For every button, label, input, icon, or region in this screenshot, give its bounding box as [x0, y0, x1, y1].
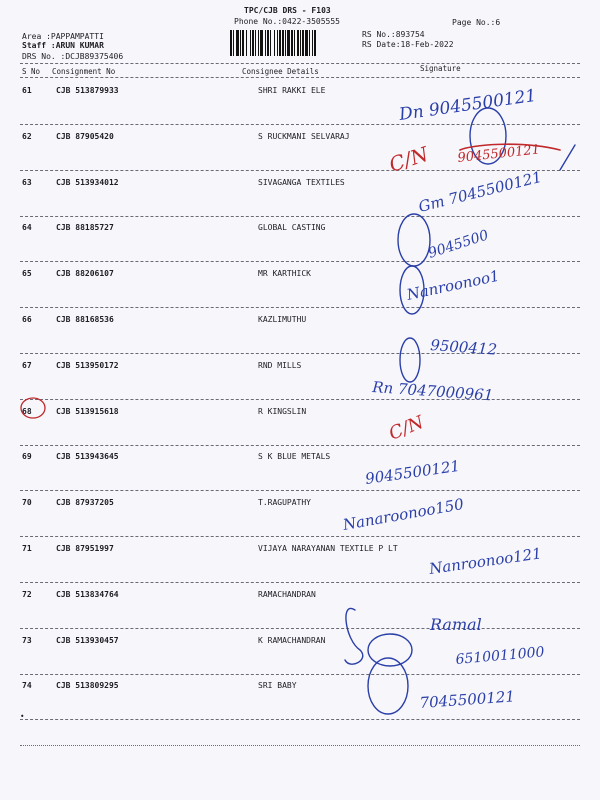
signature-stroke: [560, 145, 575, 170]
row-consignee: S RUCKMANI SELVARAJ: [258, 131, 350, 141]
handwriting-text: C/N: [386, 141, 432, 177]
handwriting-text: Nanaroonoo150: [341, 494, 466, 534]
footer-divider: [20, 745, 580, 746]
row-consignment-no: CJB 513930457: [56, 635, 119, 645]
row-sno: 73: [22, 635, 32, 645]
handwritten-notes: [341, 86, 546, 712]
handwriting-text: Dn 9045500121: [397, 85, 538, 125]
handwriting-text: 9045500121: [456, 142, 541, 166]
row-consignment-no: CJB 88206107: [56, 269, 114, 279]
row-consignee: RAMACHANDRAN: [258, 589, 316, 599]
row-consignee: SHRI RAKKI ELE: [258, 86, 326, 95]
col-consignee: Consignee Details: [242, 67, 319, 76]
row-consignment-no: CJB 87905420: [56, 131, 114, 141]
rs-number: RS No.:893754: [362, 30, 425, 39]
page-number: Page No.:6: [452, 18, 501, 27]
signature-loop: [368, 634, 412, 666]
row-sno: 64: [22, 223, 32, 233]
handwriting-text: Nanroonoo1: [405, 266, 502, 304]
staff-label: Staff :ARUN KUMAR: [22, 41, 104, 50]
drs-number: DRS No. :DCJB89375406: [22, 52, 124, 61]
row-consignment-no: CJB 513950172: [56, 360, 119, 370]
report-title: TPC/CJB DRS - F103: [244, 6, 331, 15]
row-consignee: SRI BABY: [258, 681, 297, 691]
row-consignment-no: CJB 513879933: [56, 86, 119, 95]
row-consignment-no: CJB 88168536: [56, 315, 114, 324]
col-sno: S No: [22, 67, 41, 76]
row-sno: 62: [22, 131, 32, 141]
handwriting-text: 9045500: [426, 227, 491, 262]
row-consignment-no: CJB 513934012: [56, 177, 119, 187]
row-sno: 68: [22, 406, 32, 416]
row-consignee: R KINGSLIN: [258, 406, 307, 416]
row-consignment-no: CJB 87937205: [56, 498, 114, 508]
row-consignee: KAZLIMUTHU: [258, 315, 307, 324]
row-consignee: VIJAYA NARAYANAN TEXTILE P LT: [258, 544, 398, 553]
row-sno: 72: [22, 589, 32, 599]
row-consignee: T.RAGUPATHY: [258, 498, 311, 508]
row-consignment-no: CJB 513943645: [56, 452, 119, 462]
row-consignee: MR KARTHICK: [258, 269, 311, 279]
handwriting-text: 7045500121: [419, 687, 516, 712]
row-consignment-no: CJB 88185727: [56, 223, 114, 233]
phone-number: Phone No.:0422-3505555: [234, 17, 340, 26]
handwriting-text: 9500412: [429, 336, 498, 359]
row-consignee: S K BLUE METALS: [258, 452, 331, 462]
handwriting-text: C/N: [386, 411, 427, 445]
signature-loop: [398, 214, 430, 266]
row-sno: 70: [22, 498, 32, 508]
row-consignment-no: CJB 513915618: [56, 406, 119, 416]
handwriting-text: Gm 7045500121: [416, 167, 544, 216]
row-consignment-no: CJB 513834764: [56, 589, 119, 599]
row-sno: 63: [22, 177, 32, 187]
col-signature: Signature: [420, 64, 461, 73]
row-consignee: K RAMACHANDRAN: [258, 635, 326, 645]
handwriting-text: Nanroonoo121: [428, 544, 543, 578]
row-sno: 74: [22, 681, 32, 691]
signature-stroke: [345, 608, 363, 664]
row-consignee: SIVAGANGA TEXTILES: [258, 177, 345, 187]
col-consignment: Consignment No: [52, 67, 116, 76]
row-consignee: GLOBAL CASTING: [258, 223, 326, 233]
rs-date: RS Date:18-Feb-2022: [362, 40, 454, 49]
handwriting-text: 6510011000: [454, 644, 546, 668]
handwriting-text: Rn 7047000961: [371, 378, 494, 405]
row-consignment-no: CJB 513809295: [56, 681, 119, 691]
signature-loop: [400, 338, 420, 382]
handwriting-text: 9045500121: [364, 456, 462, 488]
footer-mark: •: [20, 712, 25, 721]
row-sno: 61: [22, 86, 32, 95]
row-sno: 69: [22, 452, 32, 462]
row-consignee: RND MILLS: [258, 360, 302, 370]
row-sno: 67: [22, 360, 32, 370]
row-sno: 65: [22, 269, 32, 279]
area-label: Area :PAPPAMPATTI: [22, 32, 104, 41]
row-consignment-no: CJB 87951997: [56, 544, 114, 553]
row-sno: 66: [22, 315, 32, 324]
row-sno: 71: [22, 544, 32, 553]
handwriting-text: Ramal: [430, 615, 482, 634]
